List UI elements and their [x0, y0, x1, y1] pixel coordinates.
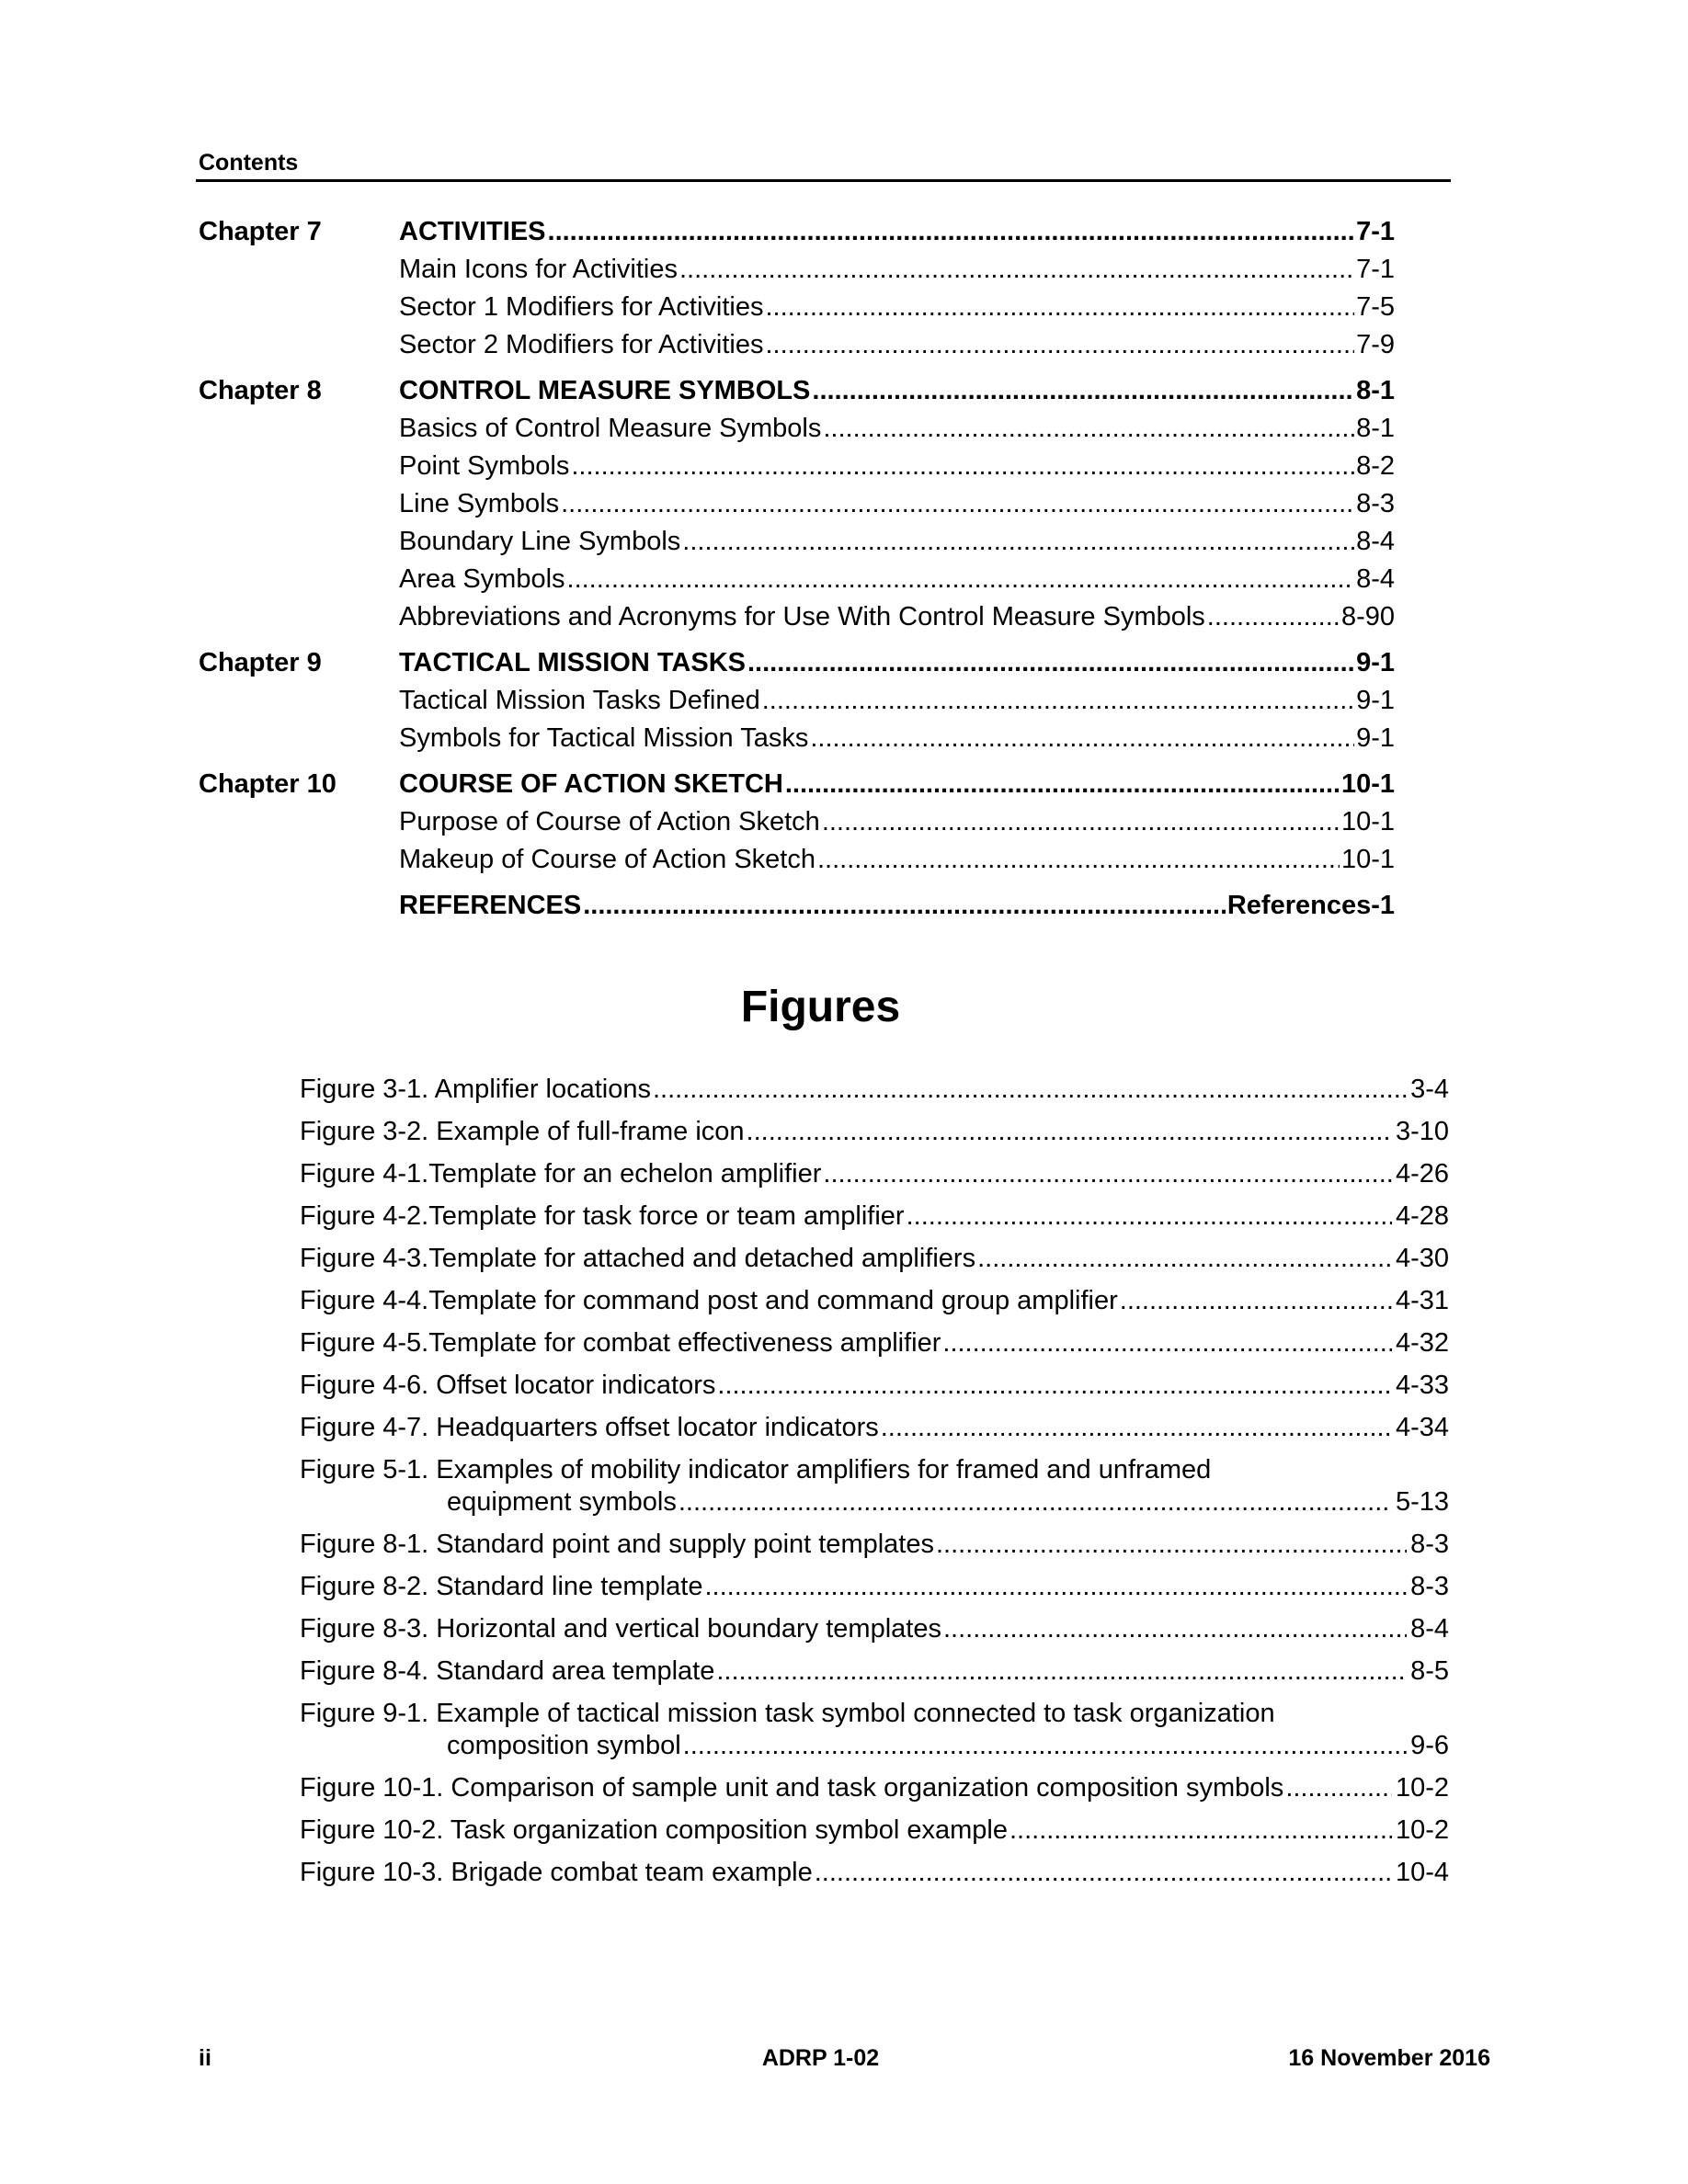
figure-line [300, 1370, 1449, 1402]
figure-line [300, 1655, 1449, 1688]
figure-page: 3-4 [1410, 1075, 1449, 1104]
dot-leader [571, 448, 1354, 485]
toc-entry-title: Basics of Control Measure Symbols [399, 414, 822, 443]
toc-entry-title: Boundary Line Symbols [399, 527, 681, 556]
dot-leader [822, 803, 1340, 841]
figure-page: 10-4 [1395, 1858, 1449, 1887]
figure-title: Figure 8-3. Horizontal and vertical boundary templates [300, 1614, 941, 1644]
toc-entry[interactable] [399, 485, 1395, 523]
toc-entry-title: Line Symbols [399, 489, 560, 518]
toc-entry-page: 7-9 [1356, 330, 1395, 359]
figure-page: 8-3 [1410, 1530, 1449, 1559]
figure-entry[interactable] [300, 1243, 1449, 1275]
toc-chapter-title-entry[interactable] [399, 644, 1395, 682]
toc-entry[interactable] [399, 251, 1395, 289]
toc-entry-title: Purpose of Course of Action Sketch [399, 807, 820, 836]
toc-entry-title: Makeup of Course of Action Sketch [399, 845, 815, 874]
figure-page: 4-31 [1395, 1286, 1449, 1315]
figure-line [300, 1158, 1449, 1190]
toc-entry-title: Sector 2 Modifiers for Activities [399, 330, 764, 359]
toc-chapter [199, 644, 1394, 757]
dot-leader [815, 1857, 1392, 1889]
toc-chapter [199, 372, 1394, 636]
toc-entry[interactable] [399, 410, 1395, 448]
figure-title: Figure 3-2. Example of full-frame icon [300, 1117, 745, 1146]
toc-entry-title: Tactical Mission Tasks Defined [399, 686, 760, 715]
figure-title-continuation: composition symbol [447, 1731, 681, 1760]
chapter-label: Chapter 9 [199, 648, 322, 677]
dot-leader [583, 887, 1226, 925]
dot-leader [653, 1074, 1407, 1106]
figure-page: 4-33 [1395, 1371, 1449, 1400]
dot-leader [704, 1571, 1407, 1603]
dot-leader [548, 213, 1355, 251]
dot-leader [1120, 1285, 1392, 1317]
dot-leader [810, 720, 1354, 757]
toc-entry-page: 8-1 [1356, 376, 1395, 405]
figure-page: 4-26 [1395, 1159, 1449, 1189]
figure-title-continuation: equipment symbols [447, 1487, 677, 1517]
figure-title: Figure 5-1. Examples of mobility indicator amplifiers for framed and unframed [300, 1455, 1212, 1484]
dot-leader [881, 1412, 1392, 1444]
figure-title: Figure 4-1.Template for an echelon amplifier [300, 1159, 822, 1189]
figure-line [300, 1857, 1449, 1889]
figure-entry[interactable] [300, 1814, 1449, 1847]
toc-entry-title: REFERENCES [399, 891, 582, 920]
dot-leader [943, 1613, 1407, 1645]
figure-title: Figure 10-3. Brigade combat team example [300, 1858, 813, 1887]
toc-entry-page: 8-90 [1340, 602, 1395, 631]
toc-entry-page: 8-3 [1356, 489, 1395, 518]
figure-line [300, 1412, 1449, 1444]
toc-entry-title: Abbreviations and Acronyms for Use With Control Measure Symbols [399, 602, 1205, 631]
figure-title: Figure 4-5.Template for combat effectiveness amplifier [300, 1328, 941, 1358]
toc-entry-title: ACTIVITIES [399, 217, 546, 246]
chapter-label: Chapter 10 [199, 769, 336, 799]
toc-entry-page: 7-1 [1356, 255, 1395, 284]
figure-entry[interactable] [300, 1370, 1449, 1402]
figure-line [300, 1074, 1449, 1106]
dot-leader [567, 561, 1355, 598]
figure-line [300, 1529, 1449, 1561]
figure-title: Figure 4-7. Headquarters offset locator indicators [300, 1413, 879, 1442]
figure-entry[interactable] [300, 1327, 1449, 1359]
toc-entry-page: 7-1 [1356, 217, 1395, 246]
dot-leader [1285, 1772, 1392, 1804]
toc-entry[interactable] [399, 523, 1395, 561]
figure-entry[interactable] [300, 1200, 1449, 1233]
figure-title-continuation-line [300, 1730, 1449, 1762]
dot-leader [942, 1327, 1392, 1359]
figure-entry[interactable] [300, 1158, 1449, 1190]
figure-entry[interactable] [300, 1116, 1449, 1148]
figure-line [300, 1243, 1449, 1275]
figure-line [300, 1613, 1449, 1645]
figure-title: Figure 3-1. Amplifier locations [300, 1075, 651, 1104]
toc-entry-page: 8-2 [1356, 451, 1395, 481]
dot-leader [823, 1158, 1392, 1190]
toc-entry-title: Area Symbols [399, 564, 565, 594]
dot-leader [717, 1370, 1392, 1402]
toc-entry-page: 10-1 [1340, 845, 1395, 874]
dot-leader [683, 1730, 1407, 1762]
dot-leader [765, 289, 1354, 326]
figure-line [300, 1814, 1449, 1847]
chapter-label: Chapter 8 [199, 376, 322, 405]
toc-entry-title: Point Symbols [399, 451, 570, 481]
toc-entry-page: 9-1 [1356, 648, 1395, 677]
toc-entry[interactable] [399, 720, 1395, 757]
dot-leader [682, 523, 1354, 561]
chapter-label [199, 887, 399, 925]
toc-chapter [199, 766, 1394, 879]
figure-entry[interactable] [300, 1285, 1449, 1317]
toc-entry[interactable] [399, 682, 1395, 720]
table-of-contents [199, 213, 1394, 933]
footer-date: 16 November 2016 [1288, 2045, 1490, 2071]
toc-entry-title: COURSE OF ACTION SKETCH [399, 769, 783, 799]
figure-page: 9-6 [1410, 1731, 1449, 1760]
toc-entry-page: References-1 [1226, 891, 1395, 920]
toc-entry-title: Symbols for Tactical Mission Tasks [399, 723, 809, 753]
dot-leader [679, 251, 1354, 289]
chapter-label: Chapter 7 [199, 217, 322, 246]
figure-title: Figure 9-1. Example of tactical mission task symbol connected to task organization [300, 1699, 1275, 1728]
running-header: Contents [199, 150, 299, 176]
toc-entry[interactable] [399, 803, 1395, 841]
figure-title: Figure 4-3.Template for attached and detached amplifiers [300, 1244, 976, 1273]
figure-title: Figure 10-2. Task organization composition symbol example [300, 1815, 1008, 1845]
toc-chapter-title-entry[interactable] [399, 766, 1395, 803]
toc-entry-page: 8-4 [1356, 527, 1395, 556]
toc-entry-title: Sector 1 Modifiers for Activities [399, 292, 764, 322]
figure-entry[interactable] [300, 1454, 1449, 1519]
figure-title: Figure 4-6. Offset locator indicators [300, 1371, 716, 1400]
figure-line [300, 1772, 1449, 1804]
toc-entry-page: 8-1 [1356, 414, 1395, 443]
figure-page: 5-13 [1395, 1487, 1449, 1517]
figure-page: 8-3 [1410, 1572, 1449, 1601]
figure-title: Figure 4-4.Template for command post and command group amplifier [300, 1286, 1118, 1315]
figure-title: Figure 8-4. Standard area template [300, 1656, 715, 1686]
dot-leader [762, 682, 1354, 720]
toc-entry-page: 7-5 [1356, 292, 1395, 322]
dot-leader [817, 841, 1340, 879]
figure-title: Figure 8-2. Standard line template [300, 1572, 703, 1601]
figure-title: Figure 10-1. Comparison of sample unit and task organization composition symbols [300, 1773, 1284, 1803]
dot-leader [936, 1529, 1407, 1561]
toc-chapter-title-entry[interactable] [399, 887, 1395, 925]
figure-entry[interactable] [300, 1571, 1449, 1603]
footer-publication: ADRP 1-02 [761, 2045, 880, 2071]
dot-leader [977, 1243, 1392, 1275]
figure-line [300, 1116, 1449, 1148]
figure-line [300, 1200, 1449, 1233]
toc-entry-page: 10-1 [1340, 807, 1395, 836]
dot-leader [716, 1655, 1407, 1688]
toc-entry[interactable] [399, 598, 1395, 636]
figure-entry[interactable] [300, 1857, 1449, 1889]
toc-chapter-title-entry[interactable] [399, 213, 1395, 251]
figure-page: 10-2 [1395, 1815, 1449, 1845]
toc-entry[interactable] [399, 448, 1395, 485]
figure-page: 8-4 [1410, 1614, 1449, 1644]
toc-entry[interactable] [399, 289, 1395, 326]
figure-line [300, 1327, 1449, 1359]
figure-page: 4-30 [1395, 1244, 1449, 1273]
toc-entry[interactable] [399, 561, 1395, 598]
figure-page: 10-2 [1395, 1773, 1449, 1803]
toc-entry[interactable] [399, 326, 1395, 364]
figure-entry[interactable] [300, 1613, 1449, 1645]
toc-entry-title: TACTICAL MISSION TASKS [399, 648, 746, 677]
dot-leader [812, 372, 1354, 410]
header-rule [196, 179, 1451, 182]
figure-page: 4-32 [1395, 1328, 1449, 1358]
toc-entry-title: CONTROL MEASURE SYMBOLS [399, 376, 811, 405]
figure-line [300, 1571, 1449, 1603]
dot-leader [823, 410, 1354, 448]
figure-entry[interactable] [300, 1772, 1449, 1804]
toc-chapter [199, 213, 1394, 364]
toc-entry-page: 10-1 [1340, 769, 1395, 799]
figure-title: Figure 4-2.Template for task force or team amplifier [300, 1201, 905, 1231]
toc-entry-page: 9-1 [1356, 686, 1395, 715]
list-of-figures [300, 1074, 1449, 1899]
figure-entry[interactable] [300, 1074, 1449, 1106]
figure-page: 4-28 [1395, 1201, 1449, 1231]
dot-leader [561, 485, 1354, 523]
dot-leader [747, 1116, 1392, 1148]
toc-chapter [199, 887, 1394, 925]
figures-heading: Figures [740, 983, 901, 1031]
footer-page-number: ii [199, 2045, 211, 2071]
figure-entry[interactable] [300, 1412, 1449, 1444]
toc-entry[interactable] [399, 841, 1395, 879]
dot-leader [765, 326, 1354, 364]
dot-leader [747, 644, 1354, 682]
toc-entry-page: 8-4 [1356, 564, 1395, 594]
dot-leader [1207, 598, 1340, 636]
dot-leader [785, 766, 1340, 803]
dot-leader [907, 1200, 1392, 1233]
figure-entry[interactable] [300, 1698, 1449, 1762]
figure-line [300, 1285, 1449, 1317]
toc-chapter-title-entry[interactable] [399, 372, 1395, 410]
toc-entry-title: Main Icons for Activities [399, 255, 678, 284]
figure-title-continuation-line [300, 1486, 1449, 1519]
figure-entry[interactable] [300, 1529, 1449, 1561]
dot-leader [1009, 1814, 1392, 1847]
figure-page: 4-34 [1395, 1413, 1449, 1442]
figure-page: 3-10 [1395, 1117, 1449, 1146]
figure-page: 8-5 [1410, 1656, 1449, 1686]
figure-title: Figure 8-1. Standard point and supply point templates [300, 1530, 934, 1559]
dot-leader [679, 1486, 1392, 1519]
toc-entry-page: 9-1 [1356, 723, 1395, 753]
figure-entry[interactable] [300, 1655, 1449, 1688]
